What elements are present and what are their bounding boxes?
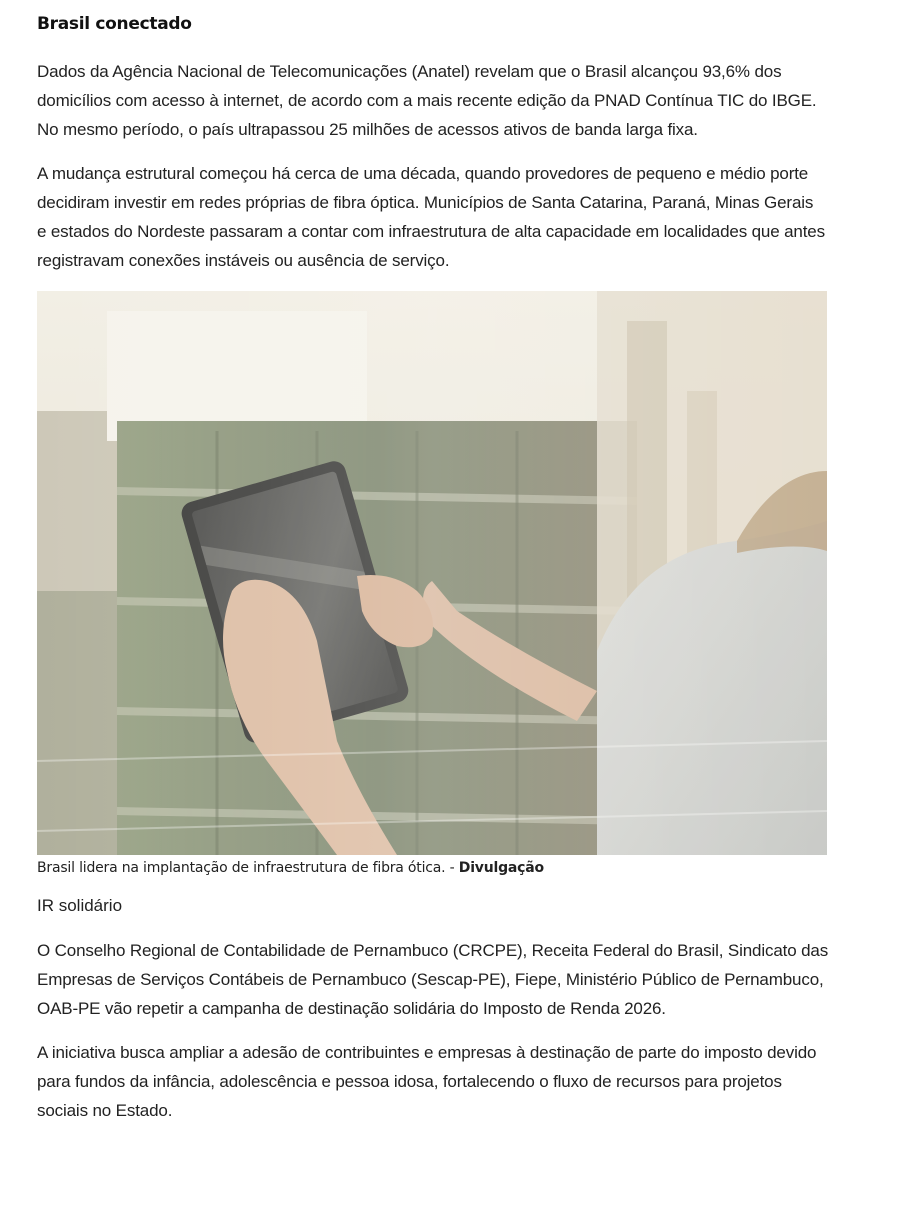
paragraph-anatel: Dados da Agência Nacional de Telecomunicações (Anatel) revelam que o Brasil alcançou 93,6% dos domicílios com acesso à internet, de acordo com a mais recente edição da PNAD Contínua TIC do IBGE. No mesmo período, o país ultrapassou 25 milhões de acessos ativos de banda larga fixa. [37, 62, 817, 139]
section-heading: Brasil conectado [37, 14, 192, 34]
caption-text: Brasil lidera na implantação de infraestrutura de fibra ótica. - [37, 860, 455, 876]
image-caption [37, 859, 837, 877]
paragraph-ir-solidario: O Conselho Regional de Contabilidade de Pernambuco (CRCPE), Receita Federal do Brasil, Sindicato das Empresas de Serviços Contábeis de Pernambuco (Sescap-PE), Fiepe, Ministério Público de Pernambuco, OAB-PE vão repetir a campanha de destinação solidária do Imposto de Renda 2026. [37, 941, 829, 1018]
article [37, 0, 837, 1125]
paragraph-fiber-providers: A mudança estrutural começou há cerca de uma década, quando provedores de pequeno e médio porte decidiram investir em redes próprias de fibra óptica. Municípios de Santa Catarina, Paraná, Minas Gerais e estados do Nordeste passaram a contar com infraestrutura de alta capacidade em localidades que antes registravam conexões instáveis ou ausência de serviço. [37, 164, 825, 270]
tablet-photo-illustration [37, 291, 827, 855]
section-subheading: IR solidário [37, 896, 123, 915]
article-photo [37, 291, 827, 855]
paragraph-initiative: A iniciativa busca ampliar a adesão de contribuintes e empresas à destinação de parte do imposto devido para fundos da infância, adolescência e pessoa idosa, fortalecendo o fluxo de recursos para projetos sociais no Estado. [37, 1043, 817, 1120]
caption-credit: Divulgação [458, 860, 544, 876]
